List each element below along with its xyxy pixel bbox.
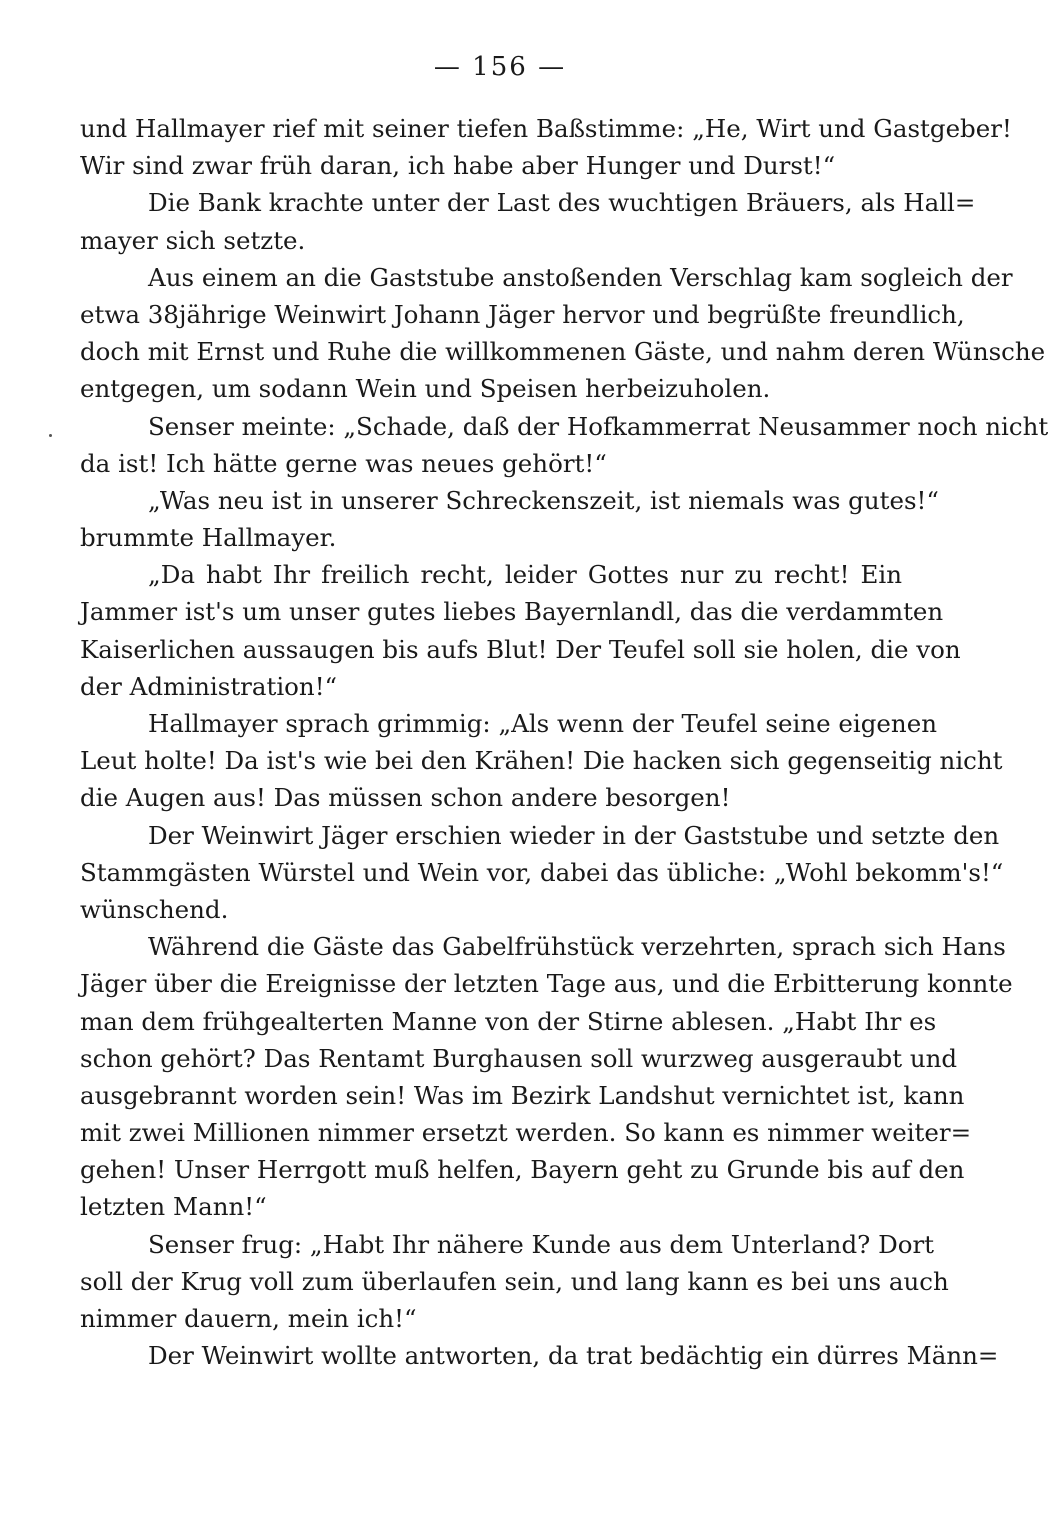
text-line: soll der Krug voll zum überlaufen sein, und lang kann es bei uns auch: [80, 1266, 949, 1296]
page-number: — 156 —: [433, 52, 567, 82]
text-line: Senser meinte: „Schade, daß der Hofkammerrat Neusammer noch nicht: [148, 411, 1048, 441]
text-line: und Hallmayer rief mit seiner tiefen Baßstimme: „He, Wirt und Gastgeber!: [80, 114, 1012, 143]
text-line: Hallmayer sprach grimmig: „Als wenn der Teufel seine eigenen: [148, 709, 937, 738]
text-line: Der Weinwirt Jäger erschien wieder in der Gaststube und setzte den: [148, 820, 1000, 850]
text-line: mit zwei Millionen nimmer ersetzt werden. So kann es nimmer weiter=: [80, 1118, 972, 1148]
text-line: gehen! Unser Herrgott muß helfen, Bayern geht zu Grunde bis auf den: [80, 1155, 965, 1185]
text-line: der Administration!“: [80, 671, 338, 701]
text-line: man dem frühgealterten Manne von der Stirne ablesen. „Habt Ihr es: [80, 1006, 937, 1036]
text-line: Während die Gäste das Gabelfrühstück verzehrten, sprach sich Hans: [148, 932, 1006, 962]
ink-speck: [49, 434, 52, 437]
text-line: Wir sind zwar früh daran, ich habe aber Hunger und Durst!“: [80, 151, 836, 181]
text-line: da ist! Ich hätte gerne was neues gehört!“: [80, 448, 607, 478]
text-line: Kaiserlichen aussaugen bis aufs Blut! Der Teufel soll sie holen, die von: [80, 634, 961, 664]
text-line: die Augen aus! Das müssen schon andere besorgen!: [80, 783, 731, 813]
text-line: Der Weinwirt wollte antworten, da trat bedächtig ein dürres Männ=: [148, 1341, 999, 1371]
text-line: Aus einem an die Gaststube anstoßenden Verschlag kam sogleich der: [148, 262, 1013, 292]
text-line: Die Bank krachte unter der Last des wuchtigen Bräuers, als Hall=: [148, 188, 976, 218]
text-line: letzten Mann!“: [80, 1192, 267, 1222]
text-line: Leut holte! Da ist's wie bei den Krähen! Die hacken sich gegenseitig nicht: [80, 746, 1003, 776]
text-line: nimmer dauern, mein ich!“: [80, 1304, 417, 1333]
text-line: Jammer ist's um unser gutes liebes Bayernlandl, das die verdammten: [80, 597, 944, 627]
text-line: Jäger über die Ereignisse der letzten Tage aus, und die Erbitterung konnte: [80, 969, 1013, 999]
text-line: mayer sich setzte.: [80, 225, 306, 255]
text-line: Senser frug: „Habt Ihr nähere Kunde aus dem Unterland? Dort: [148, 1229, 935, 1259]
text-line: schon gehört? Das Rentamt Burghausen soll wurzweg ausgeraubt und: [80, 1043, 958, 1073]
text-line: wünschend.: [80, 894, 229, 924]
text-line: brummte Hallmayer.: [80, 523, 337, 553]
text-line: „Da habt Ihr freilich recht, leider Gottes nur zu recht! Ein: [148, 560, 902, 590]
body-text: [80, 110, 1048, 1374]
text-line: entgegen, um sodann Wein und Speisen herbeizuholen.: [80, 374, 771, 404]
text-line: doch mit Ernst und Ruhe die willkommenen Gäste, und nahm deren Wünsche: [80, 337, 1046, 367]
text-line: Stammgästen Würstel und Wein vor, dabei das übliche: „Wohl bekomm's!“: [80, 857, 1004, 887]
text-line: etwa 38jährige Weinwirt Johann Jäger hervor und begrüßte freundlich,: [80, 299, 965, 329]
text-line: ausgebrannt worden sein! Was im Bezirk Landshut vernichtet ist, kann: [80, 1080, 965, 1110]
text-line: „Was neu ist in unserer Schreckenszeit, ist niemals was gutes!“: [148, 485, 939, 515]
